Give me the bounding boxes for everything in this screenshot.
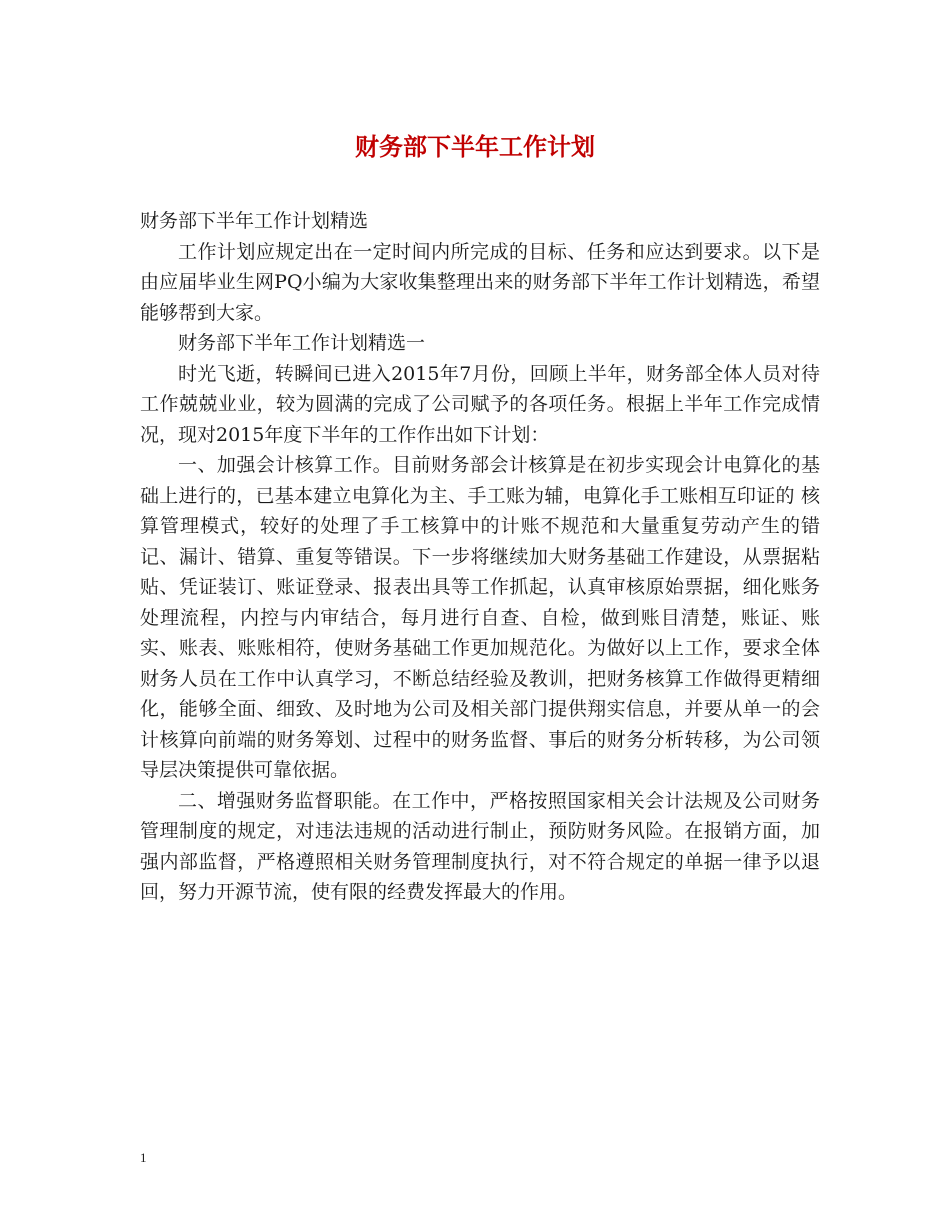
page-number: 1 bbox=[140, 1150, 147, 1165]
accounting-paragraph: 一、加强会计核算工作。目前财务部会计核算是在初步实现会计电算化的基础上进行的，已基本建立电算化为主、手工账为辅，电算化手工账相互印证的 核算管理模式，较好的处理了手工核算中的计账不规范和大量重复劳动产生的错记、漏计、错算、重复等错误。下一步将继续加大财务基础工作建设，从票据粘贴、凭证装订、账证登录、报表出具等工作抓起，认真审核原始票据，细化账务处理流程，内控与内审结合，每月进行自查、自检，做到账目清楚，账证、账实、账表、账账相符，使财务基础工作更加规范化。为做好以上工作，要求全体财务人员在工作中认真学习，不断总结经验及教训，把财务核算工作做得更精细化，能够全面、细致、及时地为公司及相关部门提供翔实信息，并要从单一的会计核算向前端的财务筹划、过程中的财务监督、事后的财务分析转移，为公司领导层决策提供可靠依据。 bbox=[140, 454, 820, 781]
section-heading: 财务部下半年工作计划精选一 bbox=[178, 332, 426, 354]
subtitle-paragraph: 财务部下半年工作计划精选 bbox=[140, 210, 369, 232]
overview-paragraph: 时光飞逝，转瞬间已进入2015年7月份，回顾上半年，财务部全体人员对待工作兢兢业业，较为圆满的完成了公司赋予的各项任务。根据上半年工作完成情况，现对2015年度下半年的工作作出如下计划： bbox=[140, 362, 820, 446]
document-title: 财务部下半年工作计划 bbox=[355, 132, 595, 161]
document-body bbox=[140, 206, 820, 908]
supervision-paragraph: 二、增强财务监督职能。在工作中，严格按照国家相关会计法规及公司财务管理制度的规定，对违法违规的活动进行制止，预防财务风险。在报销方面，加强内部监督，严格遵照相关财务管理制度执行，对不符合规定的单据一律予以退回，努力开源节流，使有限的经费发挥最大的作用。 bbox=[140, 789, 820, 903]
intro-paragraph: 工作计划应规定出在一定时间内所完成的目标、任务和应达到要求。以下是由应届毕业生网PQ小编为大家收集整理出来的财务部下半年工作计划精选，希望能够帮到大家。 bbox=[140, 240, 820, 324]
